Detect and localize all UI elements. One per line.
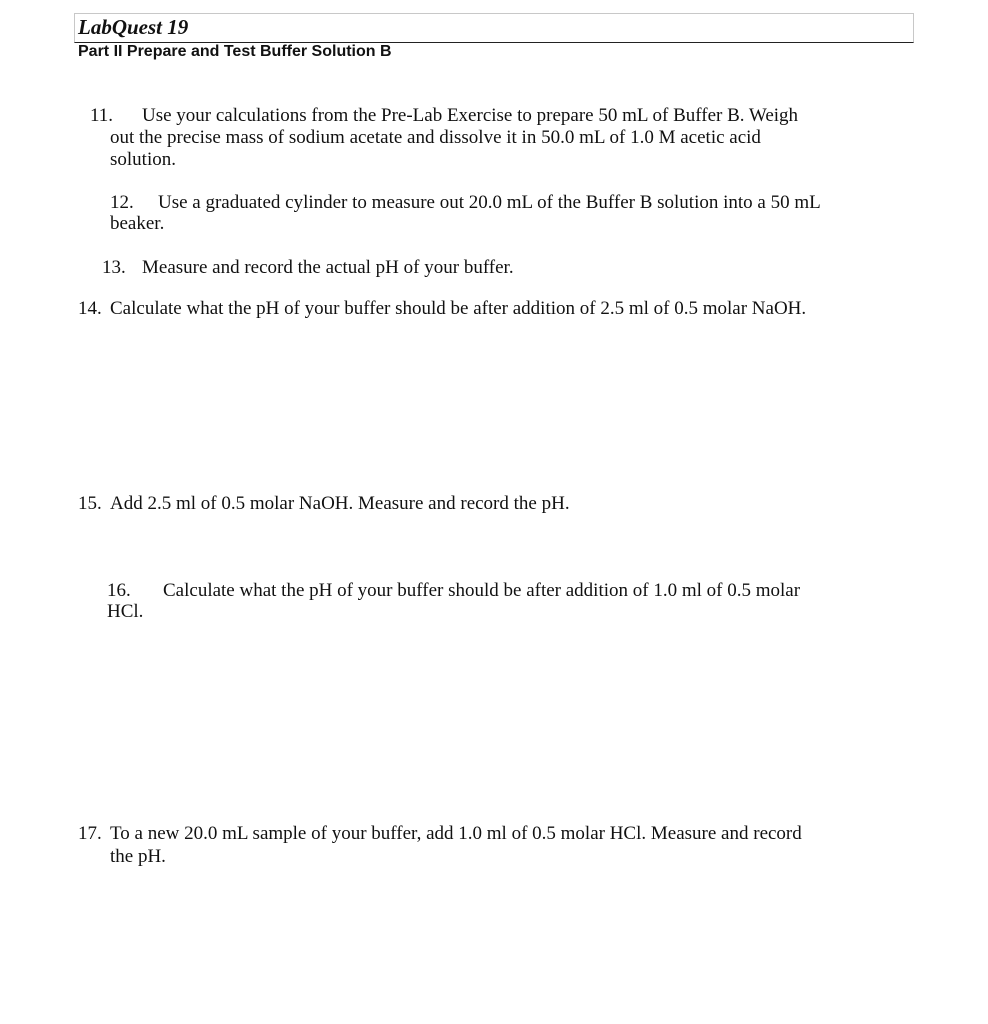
- step-17-line-1: To a new 20.0 mL sample of your buffer, add 1.0 ml of 0.5 molar HCl. Measure and record: [110, 823, 802, 844]
- step-14-number: 14.: [78, 298, 102, 319]
- step-17-number: 17.: [78, 823, 102, 844]
- step-17-line-2: the pH.: [110, 846, 166, 867]
- step-11-line-1: Use your calculations from the Pre-Lab Exercise to prepare 50 mL of Buffer B. Weigh: [142, 105, 799, 126]
- step-13-number: 13.: [102, 257, 126, 278]
- step-11-line-2: out the precise mass of sodium acetate and dissolve it in 50.0 mL of 1.0 M acetic acid: [110, 127, 761, 148]
- page-title: LabQuest 19: [78, 15, 189, 39]
- step-16-line-2: HCl.: [107, 601, 144, 622]
- step-12-number: 12.: [110, 192, 134, 213]
- step-16-line-1: Calculate what the pH of your buffer should be after addition of 1.0 ml of 0.5 molar: [163, 580, 801, 601]
- header-box: [74, 13, 914, 43]
- step-12-line-1: Use a graduated cylinder to measure out 20.0 mL of the Buffer B solution into a 50 mL: [158, 192, 821, 213]
- step-15-number: 15.: [78, 493, 102, 514]
- step-11-line-3: solution.: [110, 149, 176, 170]
- step-12-line-2: beaker.: [110, 213, 165, 234]
- section-title: Part II Prepare and Test Buffer Solution B: [78, 43, 392, 60]
- step-13-line-1: Measure and record the actual pH of your buffer.: [142, 257, 514, 278]
- step-16-number: 16.: [107, 580, 131, 601]
- step-15-line-1: Add 2.5 ml of 0.5 molar NaOH. Measure and record the pH.: [110, 493, 570, 514]
- step-11-number: 11.: [90, 105, 114, 126]
- step-14-line-1: Calculate what the pH of your buffer should be after addition of 2.5 ml of 0.5 molar NaOH.: [110, 298, 807, 319]
